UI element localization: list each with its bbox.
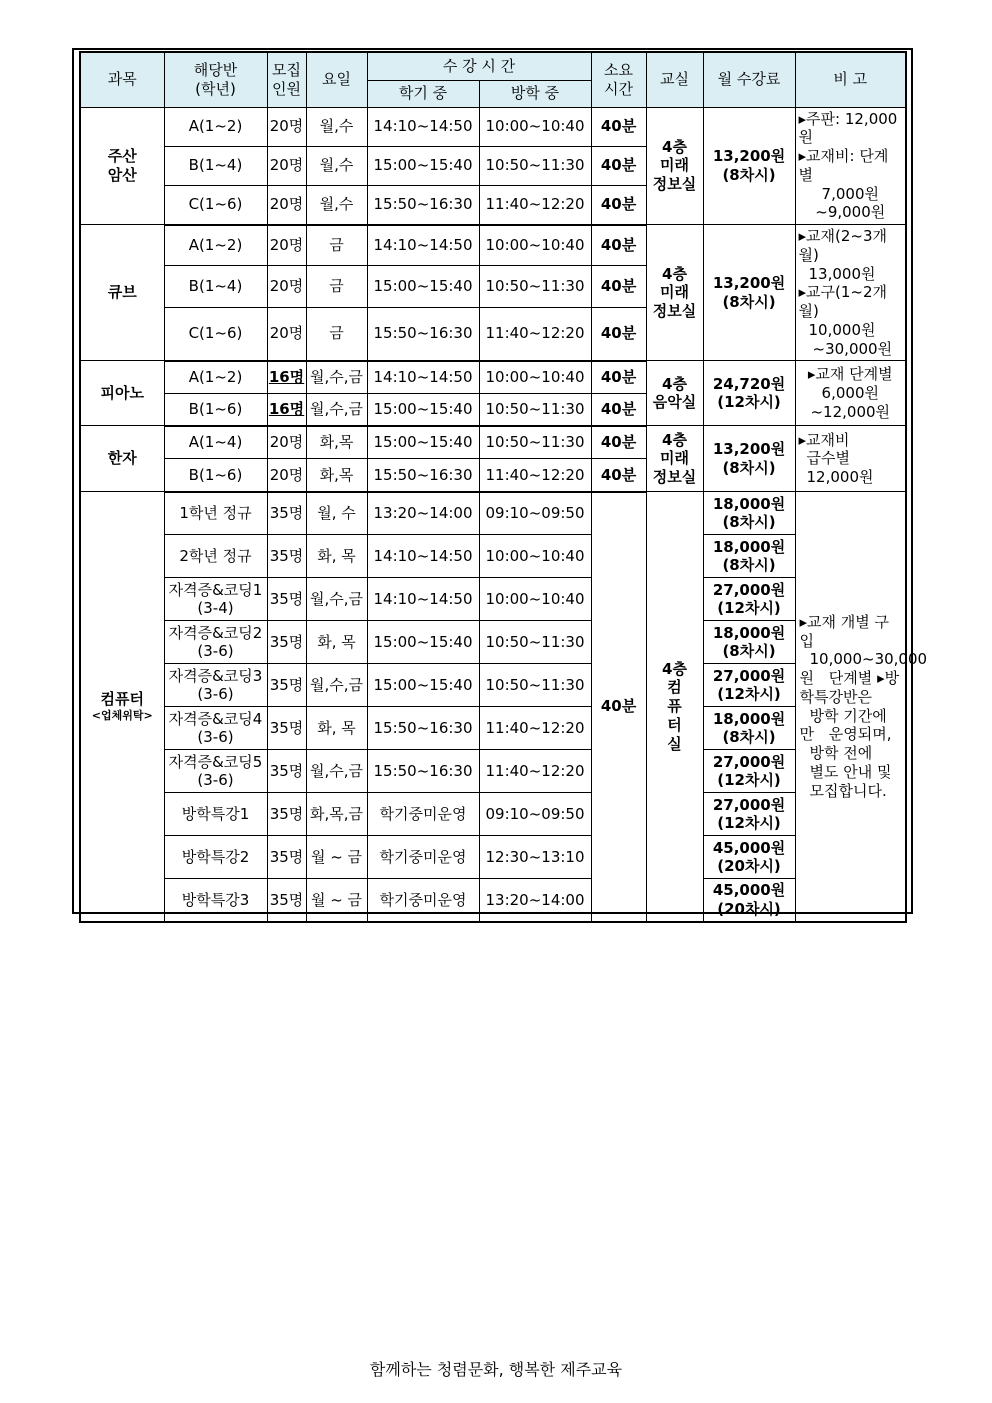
semester-time-cell: 15:00~15:40 (367, 265, 479, 307)
duration-cell: 40분 (591, 394, 646, 426)
fee-cell: 45,000원 (20차시) (703, 879, 795, 922)
duration-cell: 40분 (591, 459, 646, 492)
capacity-cell: 35명 (267, 621, 306, 664)
header-room: 교실 (646, 52, 703, 107)
capacity-cell: 20명 (267, 459, 306, 492)
duration-cell: 40분 (591, 265, 646, 307)
duration-cell: 40분 (591, 361, 646, 394)
duration-cell: 40분 (591, 225, 646, 266)
day-cell: 화,목,금 (306, 793, 367, 836)
room-cube: 4층 미래 정보실 (646, 225, 703, 361)
class-cell: 자격증&코딩3 (3-6) (164, 664, 267, 707)
semester-time-cell: 15:00~15:40 (367, 394, 479, 426)
semester-time-cell: 15:00~15:40 (367, 621, 479, 664)
subject-piano: 피아노 (80, 361, 164, 426)
class-cell: A(1~2) (164, 225, 267, 266)
capacity-cell: 35명 (267, 793, 306, 836)
semester-time-cell: 15:00~15:40 (367, 146, 479, 185)
day-cell: 금 (306, 225, 367, 266)
day-cell: 월,수,금 (306, 750, 367, 793)
class-cell: 자격증&코딩5 (3-6) (164, 750, 267, 793)
day-cell: 월,수,금 (306, 578, 367, 621)
class-cell: 1학년 정규 (164, 492, 267, 535)
vacation-time-cell: 10:00~10:40 (479, 535, 591, 578)
fee-piano: 24,720원 (12차시) (703, 361, 795, 426)
header-semester: 학기 중 (367, 80, 479, 107)
header-note: 비 고 (795, 52, 906, 107)
header-vacation: 방학 중 (479, 80, 591, 107)
semester-time-cell: 13:20~14:00 (367, 492, 479, 535)
vacation-time-cell: 09:10~09:50 (479, 793, 591, 836)
header-day: 요일 (306, 52, 367, 107)
duration-cell: 40분 (591, 426, 646, 459)
note-computer: ▸교재 개별 구입 10,000~30,000원 단계별 ▸방학특강반은 방학 기간에만 운영되며, 방학 전에 별도 안내 및 모집합니다. (795, 492, 906, 922)
class-cell: A(1~4) (164, 426, 267, 459)
fee-cell: 27,000원 (12차시) (703, 664, 795, 707)
header-subject: 과목 (80, 52, 164, 107)
class-cell: 자격증&코딩2 (3-6) (164, 621, 267, 664)
vacation-time-cell: 10:00~10:40 (479, 107, 591, 146)
semester-time-cell: 14:10~14:50 (367, 225, 479, 266)
duration-computer: 40분 (591, 492, 646, 922)
vacation-time-cell: 11:40~12:20 (479, 307, 591, 361)
vacation-time-cell: 10:50~11:30 (479, 394, 591, 426)
semester-time-cell: 15:00~15:40 (367, 426, 479, 459)
capacity-cell: 35명 (267, 492, 306, 535)
duration-cell: 40분 (591, 185, 646, 224)
fee-cube: 13,200원 (8차시) (703, 225, 795, 361)
fee-cell: 18,000원 (8차시) (703, 621, 795, 664)
class-cell: B(1~6) (164, 394, 267, 426)
semester-time-cell: 14:10~14:50 (367, 578, 479, 621)
class-cell: 방학특강2 (164, 836, 267, 879)
vacation-time-cell: 11:40~12:20 (479, 707, 591, 750)
class-cell: C(1~6) (164, 307, 267, 361)
note-cube: ▸교재(2~3개월) 13,000원 ▸교구(1~2개월) 10,000원 ~30,000원 (795, 225, 906, 361)
room-abacus: 4층 미래 정보실 (646, 107, 703, 225)
class-cell: 2학년 정규 (164, 535, 267, 578)
fee-cell: 45,000원 (20차시) (703, 836, 795, 879)
day-cell: 화, 목 (306, 621, 367, 664)
note-piano: ▸교재 단계별 6,000원~12,000원 (795, 361, 906, 426)
fee-cell: 18,000원 (8차시) (703, 535, 795, 578)
class-cell: A(1~2) (164, 107, 267, 146)
class-cell: B(1~4) (164, 265, 267, 307)
vacation-time-cell: 09:10~09:50 (479, 492, 591, 535)
fee-cell: 27,000원 (12차시) (703, 750, 795, 793)
subject-hanja: 한자 (80, 426, 164, 492)
room-computer: 4층 컴 퓨 터 실 (646, 492, 703, 922)
capacity-cell: 20명 (267, 225, 306, 266)
semester-time-cell: 15:50~16:30 (367, 307, 479, 361)
capacity-cell: 20명 (267, 185, 306, 224)
day-cell: 화,목 (306, 459, 367, 492)
vacation-time-cell: 10:50~11:30 (479, 146, 591, 185)
subject-abacus: 주산 암산 (80, 107, 164, 225)
fee-cell: 18,000원 (8차시) (703, 707, 795, 750)
fee-abacus: 13,200원 (8차시) (703, 107, 795, 225)
semester-time-cell: 14:10~14:50 (367, 361, 479, 394)
duration-cell: 40분 (591, 146, 646, 185)
capacity-cell: 35명 (267, 750, 306, 793)
capacity-cell: 35명 (267, 664, 306, 707)
header-class: 해당반 (학년) (164, 52, 267, 107)
class-cell: 자격증&코딩4 (3-6) (164, 707, 267, 750)
header-fee: 월 수강료 (703, 52, 795, 107)
semester-time-cell: 학기중미운영 (367, 836, 479, 879)
day-cell: 화, 목 (306, 707, 367, 750)
vacation-time-cell: 10:50~11:30 (479, 664, 591, 707)
vacation-time-cell: 10:50~11:30 (479, 621, 591, 664)
day-cell: 월,수 (306, 146, 367, 185)
duration-cell: 40분 (591, 307, 646, 361)
capacity-cell: 20명 (267, 426, 306, 459)
class-cell: 방학특강1 (164, 793, 267, 836)
semester-time-cell: 학기중미운영 (367, 793, 479, 836)
duration-cell: 40분 (591, 107, 646, 146)
day-cell: 월 ~ 금 (306, 836, 367, 879)
semester-time-cell: 14:10~14:50 (367, 535, 479, 578)
class-cell: B(1~6) (164, 459, 267, 492)
vacation-time-cell: 10:50~11:30 (479, 426, 591, 459)
semester-time-cell: 15:50~16:30 (367, 185, 479, 224)
header-capacity: 모집 인원 (267, 52, 306, 107)
capacity-cell: 16명 (267, 394, 306, 426)
day-cell: 금 (306, 307, 367, 361)
semester-time-cell: 15:50~16:30 (367, 750, 479, 793)
day-cell: 월, 수 (306, 492, 367, 535)
vacation-time-cell: 12:30~13:10 (479, 836, 591, 879)
day-cell: 금 (306, 265, 367, 307)
class-cell: 자격증&코딩1 (3-4) (164, 578, 267, 621)
class-cell: B(1~4) (164, 146, 267, 185)
vacation-time-cell: 11:40~12:20 (479, 750, 591, 793)
class-cell: 방학특강3 (164, 879, 267, 922)
capacity-cell: 35명 (267, 707, 306, 750)
subject-computer: 컴퓨터 <업체위탁> (80, 492, 164, 922)
day-cell: 화,목 (306, 426, 367, 459)
semester-time-cell: 14:10~14:50 (367, 107, 479, 146)
footer-slogan: 함께하는 청렴문화, 행복한 제주교육 (369, 1360, 623, 1379)
class-cell: A(1~2) (164, 361, 267, 394)
day-cell: 월,수,금 (306, 361, 367, 394)
vacation-time-cell: 10:00~10:40 (479, 578, 591, 621)
note-abacus: ▸주판: 12,000원 ▸교재비: 단계별 7,000원~9,000원 (795, 107, 906, 225)
capacity-cell: 35명 (267, 535, 306, 578)
semester-time-cell: 15:50~16:30 (367, 707, 479, 750)
schedule-table (79, 51, 928, 923)
capacity-cell: 20명 (267, 146, 306, 185)
header-time: 수 강 시 간 (367, 52, 591, 80)
day-cell: 월 ~ 금 (306, 879, 367, 922)
vacation-time-cell: 10:00~10:40 (479, 361, 591, 394)
fee-cell: 27,000원 (12차시) (703, 793, 795, 836)
day-cell: 화, 목 (306, 535, 367, 578)
capacity-cell: 16명 (267, 361, 306, 394)
semester-time-cell: 학기중미운영 (367, 879, 479, 922)
subject-cube: 큐브 (80, 225, 164, 361)
capacity-cell: 35명 (267, 578, 306, 621)
day-cell: 월,수 (306, 107, 367, 146)
day-cell: 월,수 (306, 185, 367, 224)
capacity-cell: 35명 (267, 836, 306, 879)
capacity-cell: 20명 (267, 265, 306, 307)
semester-time-cell: 15:50~16:30 (367, 459, 479, 492)
semester-time-cell: 15:00~15:40 (367, 664, 479, 707)
header-duration: 소요 시간 (591, 52, 646, 107)
class-cell: C(1~6) (164, 185, 267, 224)
day-cell: 월,수,금 (306, 394, 367, 426)
room-piano: 4층 음악실 (646, 361, 703, 426)
fee-cell: 18,000원 (8차시) (703, 492, 795, 535)
vacation-time-cell: 11:40~12:20 (479, 459, 591, 492)
vacation-time-cell: 10:00~10:40 (479, 225, 591, 266)
fee-hanja: 13,200원 (8차시) (703, 426, 795, 492)
fee-cell: 27,000원 (12차시) (703, 578, 795, 621)
room-hanja: 4층 미래 정보실 (646, 426, 703, 492)
day-cell: 월,수,금 (306, 664, 367, 707)
capacity-cell: 35명 (267, 879, 306, 922)
vacation-time-cell: 13:20~14:00 (479, 879, 591, 922)
vacation-time-cell: 11:40~12:20 (479, 185, 591, 224)
capacity-cell: 20명 (267, 107, 306, 146)
note-hanja: ▸교재비 급수별 12,000원 (795, 426, 906, 492)
vacation-time-cell: 10:50~11:30 (479, 265, 591, 307)
capacity-cell: 20명 (267, 307, 306, 361)
